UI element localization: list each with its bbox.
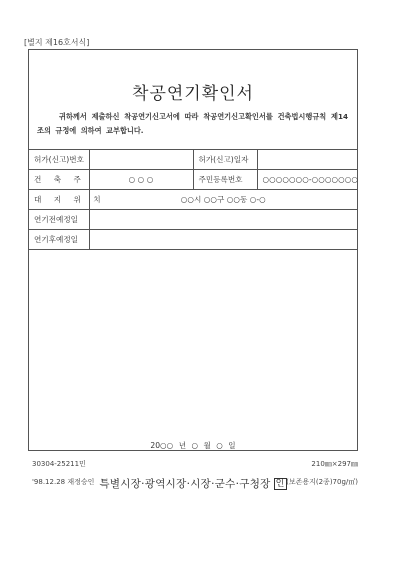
site-value: ○○시 ○○구 ○○동 ○-○ [89, 190, 357, 210]
document-title: 착공연기확인서 [132, 84, 254, 104]
issue-date: 20○○ 년 ○ 월 ○ 일 [150, 441, 236, 450]
resident-number-label: 주민등록번호 [193, 170, 257, 190]
footer-code: 30304-25211민 [32, 460, 86, 468]
table-row [29, 210, 357, 230]
owner-value: ○ ○ ○ [89, 170, 193, 190]
form-number: [별지 제16호서식] [24, 38, 90, 47]
permit-number-label: 허가(신고)번호 [29, 150, 89, 170]
owner-label: 건 축 주 [29, 170, 89, 190]
site-label: 대 지 위 치 [29, 190, 89, 210]
table-row [29, 190, 357, 210]
table-row [29, 230, 357, 250]
table-row [29, 150, 357, 170]
footer-approval: '98.12.28 재정승인 [32, 478, 95, 486]
issuer-title: 특별시장·광역시장·시장·군수·구청장 [99, 478, 271, 490]
after-date-value [89, 230, 357, 250]
after-date-label: 연기후예정일 [29, 230, 89, 250]
footer-paper: (보존용지(2종)70g/㎡) [286, 478, 358, 486]
seal-mark: 인 [275, 479, 285, 489]
before-date-label: 연기전예정일 [29, 210, 89, 230]
permit-number-value [89, 150, 193, 170]
info-table [29, 149, 357, 250]
footer-size: 210㎜×297㎜ [311, 460, 358, 468]
resident-number-value: ○○○○○○○-○○○○○○○ [257, 170, 357, 190]
permit-date-label: 허가(신고)일자 [193, 150, 257, 170]
before-date-value [89, 210, 357, 230]
intro-paragraph: 귀하께서 제출하신 착공연기신고서에 따라 착공연기신고확인서를 건축법시행규칙 제14조의 규정에 의하여 교부합니다. [37, 112, 348, 135]
table-row [29, 170, 357, 190]
permit-date-value [257, 150, 357, 170]
